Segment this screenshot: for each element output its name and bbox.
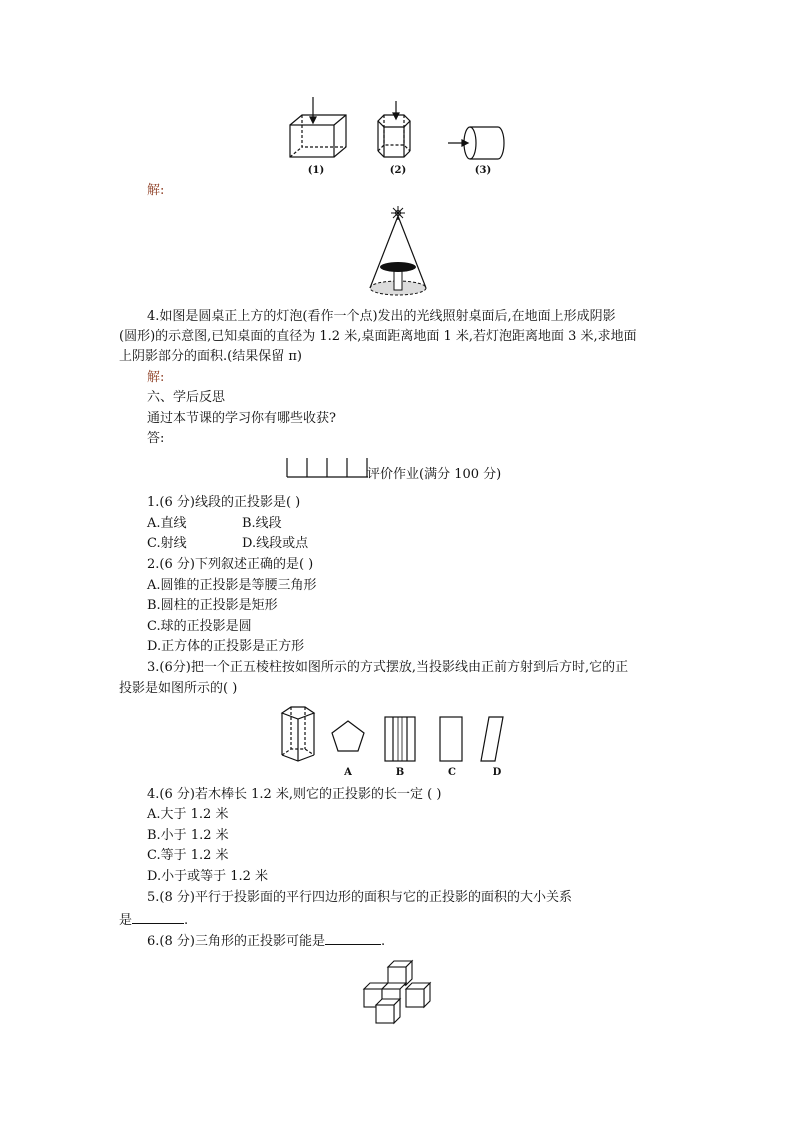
reflection-answer: 答: [147,431,165,446]
q6-line [147,930,385,952]
q3-label-d: D [492,767,502,778]
q4-stem: 4.(6 分)若木棒长 1.2 米,则它的正投影的长一定 ( ) [147,787,442,802]
problem4-line3: 上阴影部分的面积.(结果保留 π) [119,349,302,364]
q5-line2 [119,909,188,931]
q5-prefix: 是 [119,913,133,928]
q1-option-a: A.直线 [147,516,187,531]
top-solids-figure [280,95,520,165]
q4-option-a: A.大于 1.2 米 [147,807,229,822]
q3-line1: 3.(6分)把一个正五棱柱按如图所示的方式摆放,当投影线由正前方射到后方时,它的正 [147,660,629,675]
q3-label-b: B [395,767,405,778]
reflection-question: 通过本节课的学习你有哪些收获? [147,411,336,426]
q5-suffix: . [184,913,189,928]
q3-label-c: C [448,767,456,778]
q3-label-a: A [344,767,352,778]
problem4-line2: (圆形)的示意图,已知桌面的直径为 1.2 米,桌面距离地面 1 米,若灯泡距离地面 3 米,求地面 [119,329,637,344]
q2-option-a: A.圆锥的正投影是等腰三角形 [147,578,317,593]
cube-figure [290,97,346,157]
solution-label: 解: [147,183,165,198]
q1-option-b: B.线段 [242,516,282,531]
q1-option-d: D.线段或点 [242,536,309,551]
figure-label-3: (3) [474,165,492,176]
q5-line1: 5.(8 分)平行于投影面的平行四边形的面积与它的正投影的面积的大小关系 [147,890,572,905]
q2-option-b: B.圆柱的正投影是矩形 [147,598,278,613]
hexagonal-prism-figure [378,101,410,157]
homework-bracket [286,458,370,478]
option-b-rectangle [385,717,415,761]
q6-prefix: 6.(8 分)三角形的正投影可能是 [147,934,325,949]
lamp-shadow-figure [360,204,440,300]
q1-option-c: C.射线 [147,536,187,551]
homework-title: 评价作业(满分 100 分) [367,467,502,482]
q2-option-c: C.球的正投影是圆 [147,619,252,634]
pentagonal-prism-figure [275,705,515,767]
q4-option-d: D.小于或等于 1.2 米 [147,869,269,884]
option-a-pentagon [332,721,364,751]
q6-answer-blank[interactable] [325,930,381,945]
bulb-icon [391,206,405,220]
q4-option-c: C.等于 1.2 米 [147,848,229,863]
q3-line2: 投影是如图所示的( ) [119,681,238,696]
option-c-rectangle [440,717,462,761]
option-d-parallelogram [481,717,503,761]
q4-option-b: B.小于 1.2 米 [147,828,229,843]
reflection-heading: 六、学后反思 [147,390,226,405]
q6-suffix: . [380,934,386,949]
solution-label-2: 解: [147,370,165,385]
q2-option-d: D.正方体的正投影是正方形 [147,639,305,654]
cylinder-figure [448,127,504,159]
table-top [380,262,416,272]
q1-stem: 1.(6 分)线段的正投影是( ) [147,495,301,510]
q2-stem: 2.(6 分)下列叙述正确的是( ) [147,557,314,572]
figure-label-1: (1) [307,165,325,176]
figure-label-2: (2) [389,165,407,176]
q5-answer-blank[interactable] [132,909,184,924]
stacked-cubes-figure [362,957,434,1025]
problem4-line1: 4.如图是圆桌正上方的灯泡(看作一个点)发出的光线照射桌面后,在地面上形成阴影 [147,309,616,324]
